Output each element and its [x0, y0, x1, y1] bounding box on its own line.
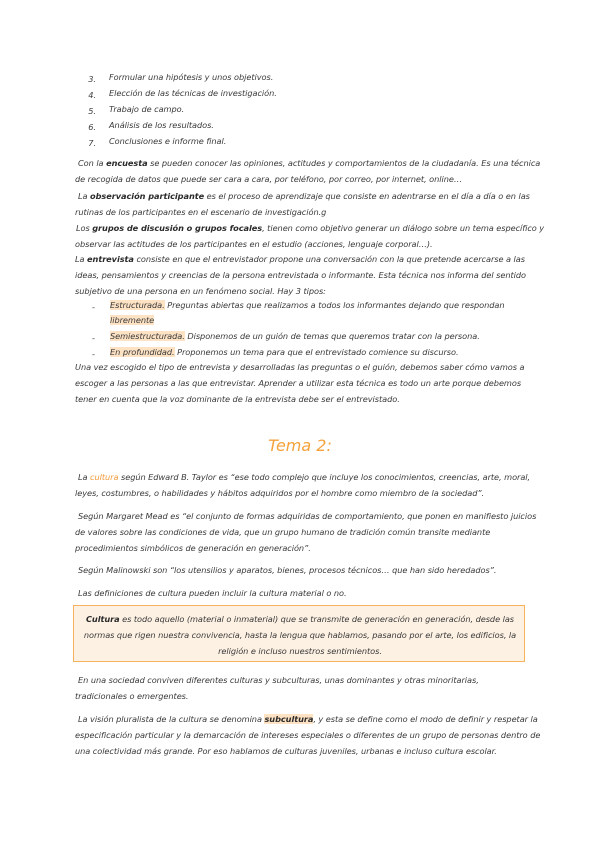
paragraph-line: de recogida de datos que puede ser cara a cara, por teléfono, por correo, por internet, online… [75, 174, 462, 184]
paragraph-taylor: La cultura según Edward B. Taylor es “ese todo complejo que incluye los conocimientos, creencias, arte, moral, [78, 472, 531, 482]
term-subcultura: subcultura [264, 714, 314, 724]
paragraph-subcultura: La visión pluralista de la cultura se denomina subcultura, y esta se define como el modo de definir y respetar la [78, 714, 538, 724]
box-line: Cultura es todo aquello (material o inmaterial) que se transmite de generación en generación, desde las [85, 614, 515, 624]
paragraph-line: subjetivo de una persona en un fenómeno social. Hay 3 tipos: [75, 286, 326, 296]
list-number: 6. [88, 122, 96, 132]
paragraph-sociedad: En una sociedad conviven diferentes culturas y subculturas, unas dominantes y otras minoritarias, [78, 675, 479, 685]
term-entrevista: entrevista [87, 254, 134, 264]
paragraph-line: rutinas de los participantes en el escenario de investigación.g [75, 207, 327, 217]
list-number: 4. [88, 90, 96, 100]
paragraph-line: tradicionales o emergentes. [75, 691, 189, 701]
list-number: 7. [88, 138, 96, 148]
paragraph-line: una colectividad más grande. Por eso hablamos de culturas juveniles, urbanas e incluso cultura escolar. [75, 746, 497, 756]
paragraph-line: procedimientos simbólicos de generación en generación”. [75, 543, 311, 553]
paragraph-observacion: La observación participante es el proceso de aprendizaje que consiste en adentrarse en el día a día o en las [78, 191, 530, 201]
term-cultura-bold: Cultura [85, 614, 120, 624]
paragraph-line: de valores sobre las condiciones de vida, que un grupo humano de tradición común transite mediante [75, 527, 491, 537]
box-line: religión e incluso nuestros sentimientos. [218, 646, 382, 656]
paragraph-entrevista: La entrevista consiste en que el entrevistador propone una conversación con la que pretende acercarse a las [75, 254, 525, 264]
term-encuesta: encuesta [106, 158, 148, 168]
paragraph-encuesta: Con la encuesta se pueden conocer las opiniones, actitudes y comportamientos de la ciudadanía. Es una técnica [78, 158, 541, 168]
bullet-item: Estructurada. Preguntas abiertas que realizamos a todos los informantes dejando que respondan [110, 300, 505, 310]
list-item: Análisis de los resultados. [109, 120, 214, 130]
paragraph-line: ideas, pensamientos y creencias de la persona entrevistada o informante. Esta técnica nos informa del sentido [75, 270, 526, 280]
term-grupos: grupos de discusión o grupos focales [92, 223, 263, 233]
paragraph-line: tener en cuenta que la voz dominante de la entrevista debe ser el entrevistado. [75, 394, 400, 404]
list-item: Trabajo de campo. [109, 104, 185, 114]
paragraph-mead: Según Margaret Mead es “el conjunto de formas adquiridas de comportamiento, que ponen en manifiesto juicios [78, 511, 537, 521]
list-item: Formular una hipótesis y unos objetivos. [109, 72, 274, 82]
paragraph-line: especificación particular y la demarcación de intereses especiales o diferentes de un grupo de personas dentro de [75, 730, 541, 740]
highlight: En profundidad. [110, 347, 175, 357]
paragraph-line: leyes, costumbres, o habilidades y hábitos adquiridos por el hombre como miembro de la sociedad”. [75, 488, 485, 498]
box-line: normas que rigen nuestra convivencia, hasta la lengua que hablamos, pasando por el arte, los edificios, la [83, 630, 517, 640]
dash-icon: - [92, 333, 95, 343]
bullet-item: En profundidad. Proponemos un tema para que el entrevistado comience su discurso. [110, 347, 459, 357]
paragraph-grupos: Los grupos de discusión o grupos focales, tienen como objetivo generar un diálogo sobre un tema específico y [76, 223, 545, 233]
term-cultura: cultura [90, 472, 119, 482]
list-number: 5. [88, 106, 96, 116]
paragraph-line: escoger a las personas a las que entrevistar. Aprender a utilizar esta técnica es todo un arte porque debemos [75, 378, 522, 388]
highlight: Semiestructurada. [110, 331, 185, 341]
paragraph-line: Una vez escogido el tipo de entrevista y desarrolladas las preguntas o el guión, debemos saber cómo vamos a [75, 362, 525, 372]
list-item: Elección de las técnicas de investigación. [109, 88, 277, 98]
list-item: Conclusiones e informe final. [109, 136, 227, 146]
bullet-line: libremente [110, 315, 155, 325]
highlight: Estructurada. [110, 300, 165, 310]
list-number: 3. [88, 74, 96, 84]
definition-box [73, 605, 525, 662]
dash-icon: - [92, 349, 95, 359]
term-observacion: observación participante [90, 191, 205, 201]
paragraph-definiciones: Las definiciones de cultura pueden incluir la cultura material o no. [78, 588, 347, 598]
paragraph-malinowski: Según Malinowski son “los utensilios y aparatos, bienes, procesos técnicos… que han sido heredados”. [78, 565, 497, 575]
section-heading: Tema 2: [268, 436, 332, 455]
bullet-item: Semiestructurada. Disponemos de un guión de temas que queremos tratar con la persona. [110, 331, 480, 341]
dash-icon: - [92, 302, 95, 312]
paragraph-line: observar las actitudes de los participantes en el estudio (acciones, lenguaje corporal…). [75, 239, 433, 249]
